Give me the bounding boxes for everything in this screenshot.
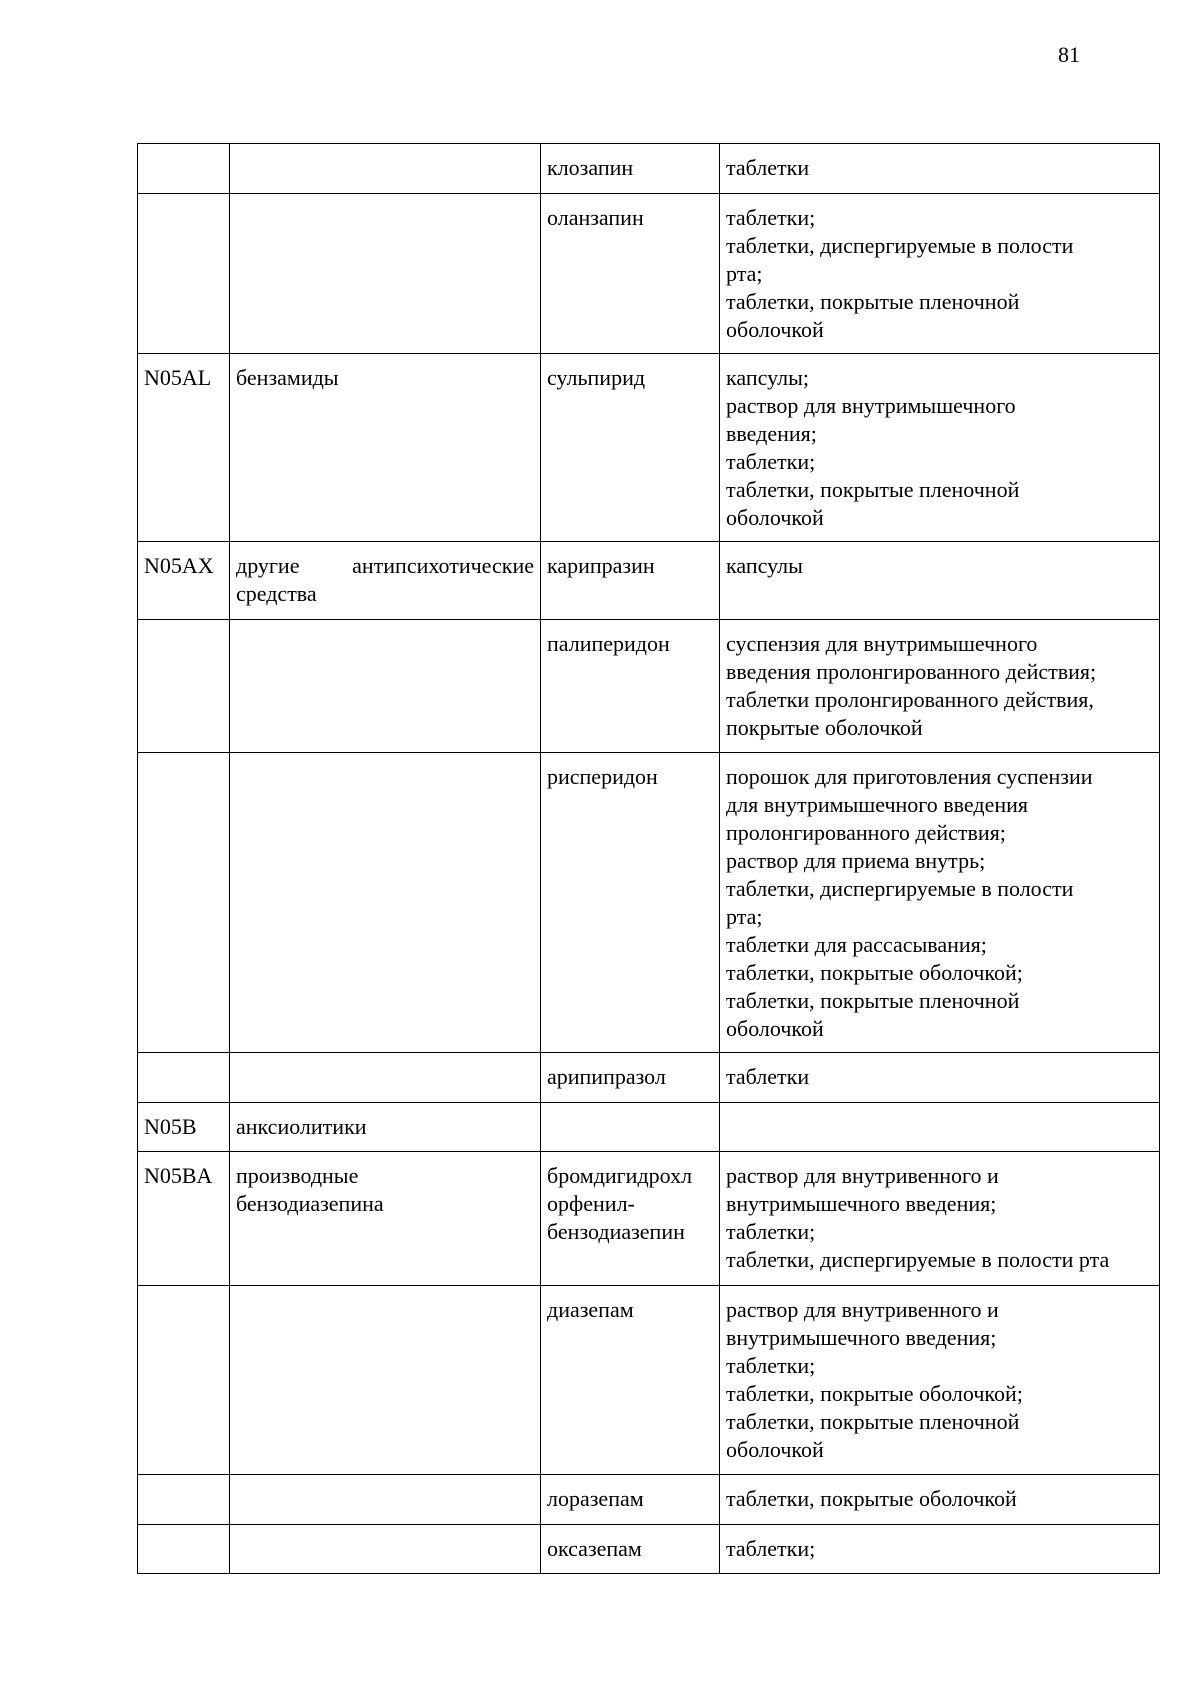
form-line: таблетки, покрытые пленочной [726, 477, 1020, 502]
drug-cell [541, 1152, 720, 1286]
drug-cell: рисперидон [541, 753, 720, 1053]
group-cell [230, 620, 541, 753]
form-line: таблетки [726, 1064, 810, 1089]
table-row [138, 1103, 1160, 1152]
drug-cell [541, 1103, 720, 1152]
forms-cell [720, 1103, 1160, 1152]
forms-cell [720, 1286, 1160, 1475]
form-line: таблетки; [726, 1353, 816, 1378]
form-line: раствор для приема внутрь; [726, 848, 986, 873]
form-line: таблетки для рассасывания; [726, 932, 987, 957]
atc-code-cell [138, 753, 230, 1053]
forms-cell [720, 1475, 1160, 1525]
form-line: таблетки, покрытые пленочной [726, 1409, 1020, 1434]
form-line: таблетки пролонгированного действия, [726, 687, 1094, 712]
form-line: внутримышечного введения; [726, 1191, 997, 1216]
atc-code-cell [138, 1053, 230, 1103]
form-line: таблетки, покрытые оболочкой; [726, 960, 1023, 985]
form-line: капсулы [726, 553, 803, 578]
form-line: оболочкой [726, 1016, 824, 1041]
form-line: таблетки, покрытые оболочкой; [726, 1381, 1023, 1406]
form-line: капсулы; [726, 365, 809, 390]
form-line: таблетки, покрытые оболочкой [726, 1486, 1017, 1511]
group-cell [230, 1286, 541, 1475]
group-cell [230, 1525, 541, 1574]
table-row [138, 542, 1160, 620]
form-line: раствор для внутривенного и [726, 1163, 999, 1188]
form-line: таблетки; [726, 1536, 816, 1561]
atc-code-cell: N05AX [138, 542, 230, 620]
form-line: таблетки, диспергируемые в полости [726, 876, 1074, 901]
group-line: средства [236, 581, 317, 606]
table-row [138, 1286, 1160, 1475]
forms-cell [720, 144, 1160, 194]
drug-cell: сульпирид [541, 354, 720, 542]
form-line: таблетки, покрытые пленочной [726, 988, 1020, 1013]
form-line: таблетки, покрытые пленочной [726, 289, 1020, 314]
atc-code-cell: N05BA [138, 1152, 230, 1286]
form-line: покрытые оболочкой [726, 715, 923, 740]
form-line: оболочкой [726, 317, 824, 342]
drug-table [137, 143, 1160, 1574]
atc-code-cell: N05AL [138, 354, 230, 542]
atc-code-cell [138, 144, 230, 194]
atc-code-cell [138, 194, 230, 354]
form-line: для внутримышечного введения [726, 792, 1029, 817]
atc-code-cell [138, 620, 230, 753]
form-line: оболочкой [726, 1437, 824, 1462]
drug-cell: арипипразол [541, 1053, 720, 1103]
form-line: раствор для внутривенного и [726, 1297, 999, 1322]
group-cell [230, 194, 541, 354]
form-line: таблетки; [726, 205, 816, 230]
forms-cell [720, 1152, 1160, 1286]
group-line: производные [236, 1163, 359, 1188]
table-row [138, 144, 1160, 194]
forms-cell [720, 620, 1160, 753]
group-cell [230, 753, 541, 1053]
form-line: раствор для внутримышечного [726, 393, 1016, 418]
drug-cell: карипразин [541, 542, 720, 620]
drug-line: бензодиазепин [547, 1219, 685, 1244]
table-row [138, 1152, 1160, 1286]
form-line: рта; [726, 261, 763, 286]
form-line: пролонгированного действия; [726, 820, 1006, 845]
forms-cell [720, 1525, 1160, 1574]
group-cell [230, 144, 541, 194]
forms-cell [720, 753, 1160, 1053]
form-line: рта; [726, 904, 763, 929]
drug-cell: диазепам [541, 1286, 720, 1475]
page-number: 81 [1058, 42, 1080, 67]
form-line: суспензия для внутримышечного [726, 631, 1038, 656]
drug-line: орфенил- [547, 1191, 635, 1216]
forms-cell [720, 354, 1160, 542]
drug-cell: лоразепам [541, 1475, 720, 1525]
forms-cell [720, 1053, 1160, 1103]
group-line: бензодиазепина [236, 1191, 384, 1216]
group-cell: бензамиды [230, 354, 541, 542]
atc-code-cell [138, 1525, 230, 1574]
atc-code-cell [138, 1475, 230, 1525]
forms-cell [720, 542, 1160, 620]
form-line: введения пролонгированного действия; [726, 659, 1097, 684]
drug-cell: клозапин [541, 144, 720, 194]
form-line: таблетки; [726, 449, 816, 474]
atc-code-cell [138, 1286, 230, 1475]
group-cell: анксиолитики [230, 1103, 541, 1152]
table-row [138, 620, 1160, 753]
form-line: таблетки, диспергируемые в полости рта [726, 1247, 1110, 1272]
drug-cell: оланзапин [541, 194, 720, 354]
forms-cell [720, 194, 1160, 354]
form-line: введения; [726, 421, 817, 446]
drug-cell: палиперидон [541, 620, 720, 753]
form-line: таблетки [726, 155, 810, 180]
group-cell [230, 1152, 541, 1286]
drug-line: бромдигидрохл [547, 1163, 693, 1188]
table-row [138, 753, 1160, 1053]
group-cell [230, 542, 541, 620]
form-line: таблетки; [726, 1219, 816, 1244]
table-row [138, 1475, 1160, 1525]
atc-code-cell: N05B [138, 1103, 230, 1152]
group-line: другие антипсихотические [236, 553, 534, 578]
form-line: таблетки, диспергируемые в полости [726, 233, 1074, 258]
table-row [138, 354, 1160, 542]
table-row [138, 194, 1160, 354]
table-row [138, 1525, 1160, 1574]
form-line: оболочкой [726, 505, 824, 530]
group-cell [230, 1475, 541, 1525]
table-row [138, 1053, 1160, 1103]
form-line: внутримышечного введения; [726, 1325, 997, 1350]
group-cell [230, 1053, 541, 1103]
form-line: порошок для приготовления суспензии [726, 764, 1093, 789]
drug-cell: оксазепам [541, 1525, 720, 1574]
